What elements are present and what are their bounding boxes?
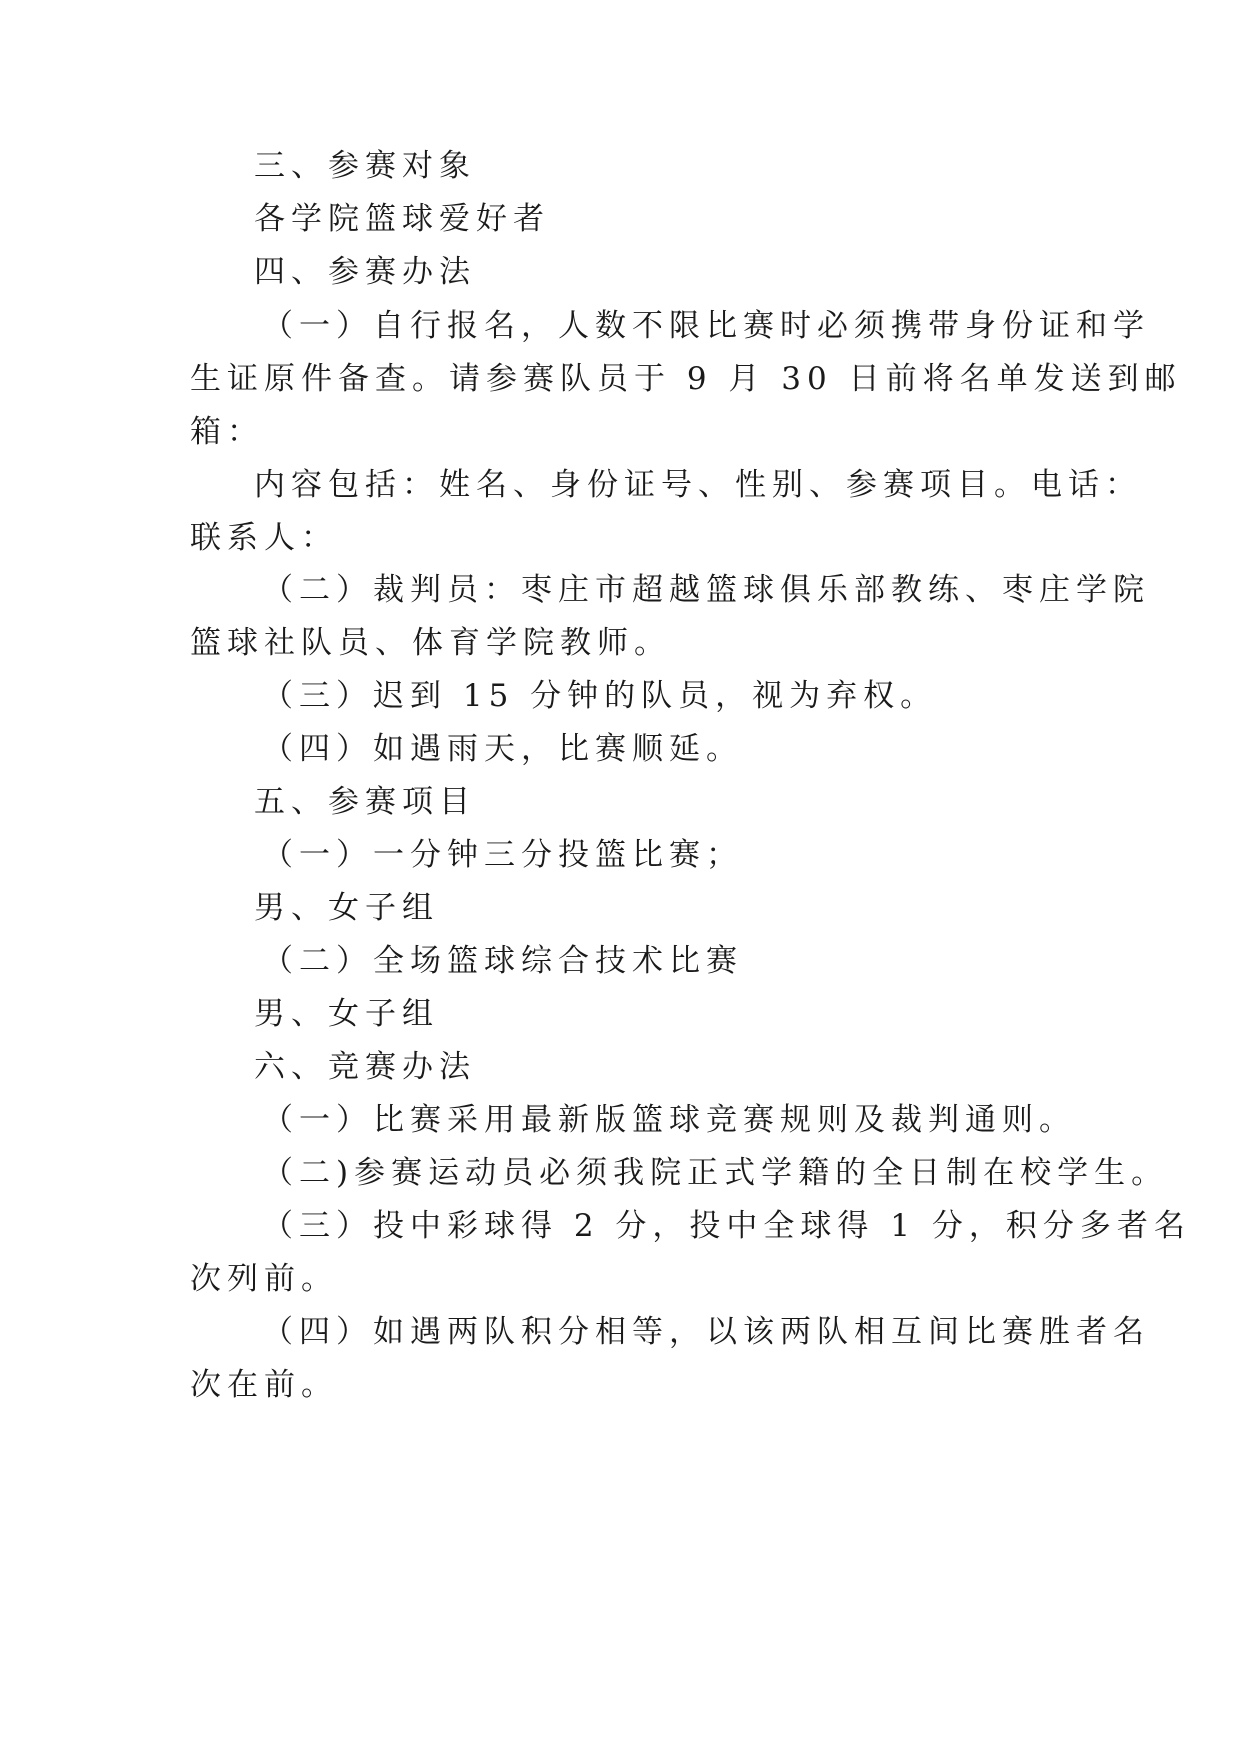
paragraph-line: （四）如遇两队积分相等，以该两队相互间比赛胜者名 — [262, 1314, 1150, 1350]
paragraph-line: （三）投中彩球得 2 分，投中全球得 1 分，积分多者名 — [262, 1208, 1191, 1244]
paragraph-line: 次在前。 — [190, 1367, 338, 1403]
paragraph-line: （一）自行报名，人数不限比赛时必须携带身份证和学 — [262, 308, 1150, 344]
paragraph-line: 联系人： — [190, 520, 338, 556]
heading-participants: 三、参赛对象 — [254, 148, 476, 184]
paragraph-line: （四）如遇雨天，比赛顺延。 — [262, 731, 743, 767]
heading-participation-method: 四、参赛办法 — [254, 254, 476, 290]
paragraph-line: （二）全场篮球综合技术比赛 — [262, 943, 743, 979]
paragraph-line: （二）裁判员：枣庄市超越篮球俱乐部教练、枣庄学院 — [262, 572, 1150, 608]
paragraph-line: 内容包括：姓名、身份证号、性别、参赛项目。电话： — [254, 467, 1142, 503]
paragraph-line: （三）迟到 15 分钟的队员，视为弃权。 — [262, 678, 938, 714]
heading-competition-method: 六、竞赛办法 — [254, 1049, 476, 1085]
paragraph-line: （二)参赛运动员必须我院正式学籍的全日制在校学生。 — [262, 1155, 1169, 1191]
paragraph-line: 男、女子组 — [254, 890, 439, 926]
paragraph-line: 篮球社队员、体育学院教师。 — [190, 625, 671, 661]
paragraph-line: （一）一分钟三分投篮比赛； — [262, 837, 743, 873]
paragraph-line: 各学院篮球爱好者 — [254, 201, 550, 237]
heading-events: 五、参赛项目 — [254, 784, 476, 820]
paragraph-line: （一）比赛采用最新版篮球竞赛规则及裁判通则。 — [262, 1102, 1076, 1138]
paragraph-line: 男、女子组 — [254, 996, 439, 1032]
paragraph-line: 生证原件备查。请参赛队员于 9 月 30 日前将名单发送到邮 — [190, 361, 1182, 397]
paragraph-line: 箱： — [190, 414, 264, 450]
paragraph-line: 次列前。 — [190, 1261, 338, 1297]
